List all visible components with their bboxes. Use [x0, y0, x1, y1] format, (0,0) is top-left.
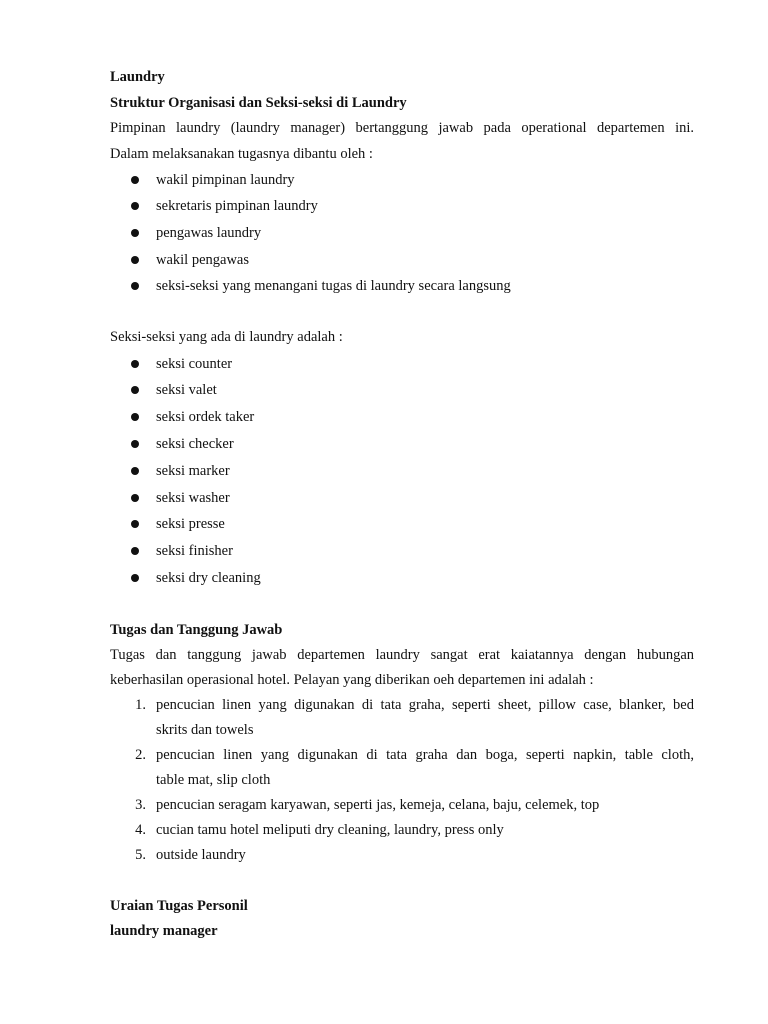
list-item-text: seksi presse	[156, 516, 225, 532]
item-text: pencucian linen yang digunakan di tata graha dan boga, seperti napkin, table cloth,	[156, 747, 694, 763]
section-heading-struktur: Struktur Organisasi dan Seksi-seksi di Laundry	[110, 95, 407, 111]
bullet-icon	[131, 202, 139, 210]
subheading-laundry-manager: laundry manager	[110, 923, 218, 939]
paragraph-line: Seksi-seksi yang ada di laundry adalah :	[110, 329, 343, 345]
section-heading-uraian: Uraian Tugas Personil	[110, 898, 248, 914]
item-text: outside laundry	[156, 847, 246, 863]
document-title: Laundry	[110, 69, 165, 85]
item-text: pencucian seragam karyawan, seperti jas, kemeja, celana, baju, celemek, top	[156, 797, 600, 813]
item-number: 1.	[135, 697, 146, 713]
paragraph-line: Pimpinan laundry (laundry manager) bertanggung jawab pada operational departemen ini.	[110, 120, 694, 136]
list-item-text: seksi marker	[156, 463, 230, 479]
paragraph-line: Dalam melaksanakan tugasnya dibantu oleh :	[110, 146, 373, 162]
item-number: 2.	[135, 747, 146, 763]
item-number: 5.	[135, 847, 146, 863]
paragraph-line: Tugas dan tanggung jawab departemen laundry sangat erat kaiatannya dengan hubungan	[110, 647, 694, 663]
section-heading-tugas: Tugas dan Tanggung Jawab	[110, 622, 283, 638]
bullet-icon	[131, 386, 139, 394]
list-item-text: seksi washer	[156, 490, 230, 506]
bullet-icon	[131, 467, 139, 475]
bullet-icon	[131, 494, 139, 502]
bullet-icon	[131, 440, 139, 448]
paragraph-line: keberhasilan operasional hotel. Pelayan yang diberikan oeh departemen ini adalah :	[110, 672, 594, 688]
list-item-text: seksi ordek taker	[156, 409, 255, 425]
bullet-icon	[131, 413, 139, 421]
list-item-text: pengawas laundry	[156, 225, 262, 241]
bullet-icon	[131, 520, 139, 528]
bullet-icon	[131, 229, 139, 237]
list-item-text: seksi dry cleaning	[156, 570, 261, 586]
bullet-icon	[131, 360, 139, 368]
bullet-icon	[131, 574, 139, 582]
list-item-text: seksi-seksi yang menangani tugas di laundry secara langsung	[156, 278, 511, 294]
item-number: 3.	[135, 797, 146, 813]
list-item-text: seksi valet	[156, 382, 217, 398]
bullet-icon	[131, 256, 139, 264]
bullet-icon	[131, 282, 139, 290]
item-text-continued: skrits dan towels	[156, 722, 254, 738]
list-item-text: seksi finisher	[156, 543, 233, 559]
bullet-icon	[131, 176, 139, 184]
item-number: 4.	[135, 822, 146, 838]
list-item-text: sekretaris pimpinan laundry	[156, 198, 318, 214]
list-item-text: seksi checker	[156, 436, 234, 452]
list-item-text: wakil pengawas	[156, 252, 250, 268]
bullet-icon	[131, 547, 139, 555]
item-text: cucian tamu hotel meliputi dry cleaning, laundry, press only	[156, 822, 504, 838]
list-item-text: seksi counter	[156, 356, 233, 372]
list-item-text: wakil pimpinan laundry	[156, 172, 295, 188]
item-text: pencucian linen yang digunakan di tata graha, seperti sheet, pillow case, blanker, bed	[156, 697, 694, 713]
item-text-continued: table mat, slip cloth	[156, 772, 271, 788]
